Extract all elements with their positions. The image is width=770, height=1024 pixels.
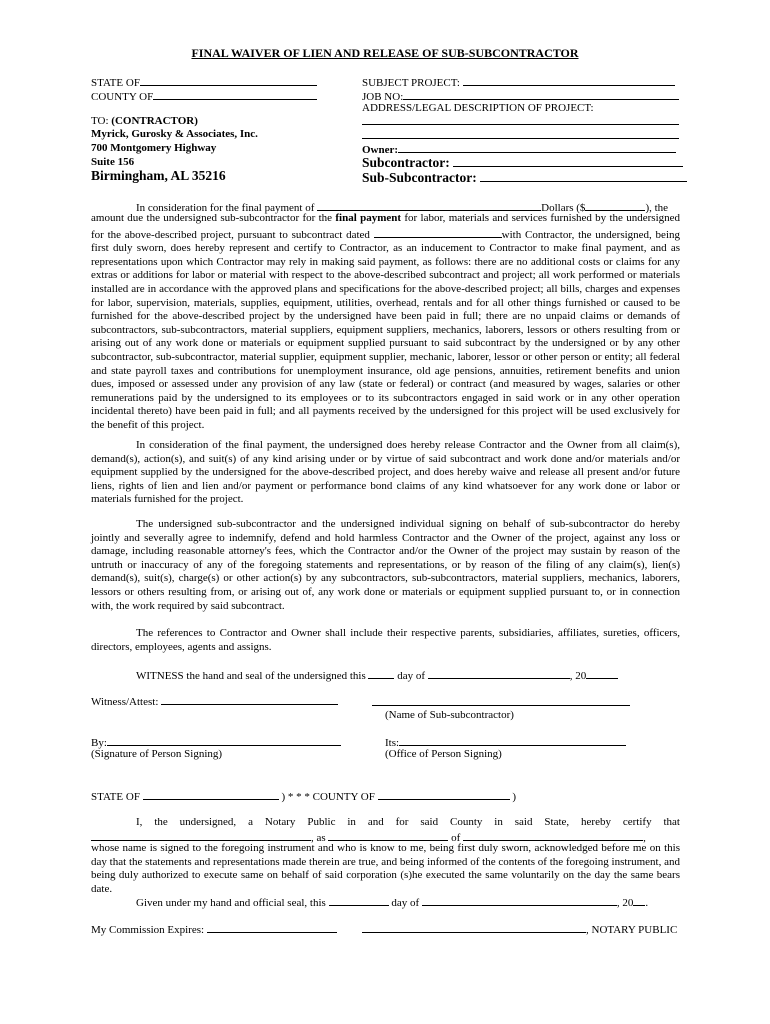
subcontractor-field[interactable] — [453, 154, 683, 167]
subject-project-field[interactable] — [463, 74, 675, 86]
witness-month-field[interactable] — [428, 667, 570, 679]
contractor-street: 700 Montgomery Highway — [91, 142, 217, 154]
commission-expires-field[interactable] — [207, 921, 337, 933]
final-payment-text: final payment — [335, 212, 402, 224]
sub-subcontractor-field[interactable] — [480, 169, 687, 182]
office-field[interactable] — [399, 734, 626, 746]
sub-subcontractor-row — [362, 169, 687, 186]
given-day-field[interactable] — [329, 894, 389, 906]
witness-attest-field[interactable] — [161, 693, 338, 705]
notary-close-paren: ) — [512, 791, 517, 803]
payment-amount-words-field[interactable] — [317, 199, 541, 211]
given-text-d: . — [645, 897, 649, 909]
witness-year-field[interactable] — [586, 667, 618, 679]
to-row — [91, 114, 198, 128]
paragraph-release: In consideration of the final payment, the undersigned does hereby release Contractor and the Owner from all claim(s), demand(s), action(s), and suit(s) of any kind arising under or by virtue of said subcontract and work done and/or materials and/or equipment supplied by the undersigned for the above-described project, and does hereby waive and release all present and/or future liens, rights of lien and lien and/or payment or performance bond claims of any kind whatsoever for any work done or labor or materials furnished for the project. — [91, 439, 680, 506]
dollars-label: Dollars ($ — [541, 202, 586, 214]
given-text-a: Given under my hand and official seal, this — [136, 897, 326, 909]
witness-attest-row — [91, 693, 338, 709]
paragraph-representations — [91, 212, 680, 433]
by-label: By: — [91, 737, 107, 749]
owner-field[interactable] — [398, 141, 676, 153]
subject-project-label: SUBJECT PROJECT: — [362, 77, 460, 89]
office-caption: (Office of Person Signing) — [385, 748, 502, 760]
p1-text-c: with Contractor, the undersigned, being first duly sworn, does hereby represent and certify to Contractor, as an inducement to Contractor to make final payment, and as representations upon which Contractor may rely in making said payment, as follows: there are no additional costs or claims for any extras or additions for labor or material with respect to the above-described subcontract and project; all work performed or materials installed are in accordance with the approved plans and specifications for the above-described project; all bills, charges and expenses for labor, supervision, materials, supplies, equipment, utilities, overhead, rentals and for all other things furnished or caused to be furnished for the above-described project by the undersigned have been paid in full; there are no unpaid claims or demands of subcontractors, sub-subcontractors, material suppliers, equipment suppliers, mechanics, laborers, lessors or others resulting from or arising out of any work done or materials or equipment supplied pursuant to said subcontract by the undersigned or by any other subcontractor, sub-subcontractor, material supplier, equipment supplier, mechanic, laborer, lessor or other person or entity; all federal and state payroll taxes and contributions for unemployment insurance, old age pensions, annuities, retirement benefits and union dues, imposed or assessed under any provision of any law (state or federal) or contract (and measured by wages, salaries or other remunerations paid by the undersigned to its employees or to its subcontractors engaged in said work or in any other operation incidental thereto) have been paid in full; and all payments received by the undersigned for this project will be used exclusively for the benefit of this project. — [91, 228, 681, 431]
given-year-field[interactable] — [633, 894, 645, 906]
notary-certify-line: I, the undersigned, a Notary Public in and for said County in said State, hereby certify that — [136, 816, 680, 828]
job-no-field[interactable] — [403, 88, 679, 100]
contractor-company: Myrick, Gurosky & Associates, Inc. — [91, 128, 258, 140]
notary-body: whose name is signed to the foregoing instrument and who is know to me, being first duly sworn, acknowledged before me on this day that the statements and representations made therein are true, and being informed of the contents of the foregoing instrument, and being duly authorized to execute same on behalf of said corporation (s)he executed the same voluntarily on the day the same bears date. — [91, 842, 680, 895]
paragraph-indemnify: The undersigned sub-subcontractor and the undersigned individual signing on behalf of sub-subcontractor do hereby jointly and severally agree to indemnify, defend and hold harmless Contractor and the Owner of the project, against any loss or damage, including reasonable attorney's fees, which the Contractor and/or the Owner of the project may sustain by reason of the untruth or inaccuracy of any of the foregoing statements and representations, or by reason of the filing of any claim(s), lien(s) demand(s), suit(s), charge(s) or other action(s) by any subcontractors, sub-subcontractors, material suppliers, mechanics, laborers, lessors or others resulting from, or arising out of, any work done or materials or equipment supplied pursuant to, or in connection with, the work required by said subcontract. — [91, 518, 680, 612]
county-of-field[interactable] — [153, 88, 317, 100]
notary-signer-title-field[interactable] — [328, 829, 448, 841]
state-of-field[interactable] — [140, 74, 317, 86]
notary-of-text: of — [451, 832, 461, 844]
p1-text-b: for labor, materials and services furnished by the undersigned for the above-described project, pursuant to subcontract dated — [91, 212, 681, 241]
county-of-label: COUNTY OF — [91, 91, 154, 103]
given-line — [136, 894, 648, 910]
witness-line — [136, 667, 618, 683]
county-of-row — [91, 88, 317, 104]
to-label: TO: — [91, 115, 109, 127]
notary-state-county-row — [91, 788, 516, 804]
given-text-c: , 20 — [616, 897, 634, 909]
owner-label: Owner: — [362, 144, 399, 156]
notary-signature-field[interactable] — [362, 921, 586, 933]
witness-text-a: WITNESS the hand and seal of the undersigned this — [136, 670, 366, 682]
paragraph-references: The references to Contractor and Owner shall include their respective parents, subsidiaries, affiliates, sureties, officers, directors, employees, agents and assigns. — [91, 627, 680, 653]
notary-public-label: , NOTARY PUBLIC — [586, 924, 678, 936]
notary-state-field[interactable] — [143, 788, 279, 800]
address-line-1[interactable] — [362, 124, 679, 125]
notary-county-field[interactable] — [378, 788, 510, 800]
job-no-label: JOB NO: — [362, 91, 404, 103]
address-label: ADDRESS/LEGAL DESCRIPTION OF PROJECT: — [362, 102, 594, 114]
sub-subcontractor-label: Sub-Subcontractor: — [362, 170, 477, 185]
given-text-b: day of — [391, 897, 420, 909]
given-month-field[interactable] — [422, 894, 617, 906]
state-of-label: STATE OF — [91, 77, 140, 89]
commission-label: My Commission Expires: — [91, 924, 205, 936]
name-caption: (Name of Sub-subcontractor) — [385, 709, 514, 721]
notary-signer-name-field[interactable] — [91, 829, 311, 841]
notary-state-label: STATE OF — [91, 791, 140, 803]
dollars-close: ), the — [645, 202, 669, 214]
its-label: Its: — [385, 737, 400, 749]
notary-public-row — [362, 921, 677, 937]
witness-text-c: , 20 — [569, 670, 587, 682]
notary-as-text: , as — [311, 832, 326, 844]
commission-row — [91, 921, 337, 937]
contractor-suite: Suite 156 — [91, 156, 135, 168]
witness-day-field[interactable] — [368, 667, 394, 679]
p1-text-a: amount due the undersigned sub-subcontractor for the — [91, 212, 333, 224]
sub-subcontractor-name-field[interactable] — [372, 705, 630, 706]
address-line-2[interactable] — [362, 138, 679, 139]
signature-caption: (Signature of Person Signing) — [91, 748, 223, 760]
notary-company-field[interactable] — [463, 829, 643, 841]
signature-field[interactable] — [107, 734, 341, 746]
notary-county-label: ) * * * COUNTY OF — [281, 791, 375, 803]
notary-comma: , — [643, 832, 646, 844]
contractor-city: Birmingham, AL 35216 — [91, 168, 226, 183]
document-title: FINAL WAIVER OF LIEN AND RELEASE OF SUB-SUBCONTRACTOR — [191, 46, 579, 60]
subcontract-date-field[interactable] — [374, 226, 502, 238]
witness-attest-label: Witness/Attest: — [91, 696, 159, 708]
payment-intro: In consideration for the final payment of — [136, 202, 315, 214]
subcontractor-label: Subcontractor: — [362, 155, 450, 170]
payment-amount-field[interactable] — [585, 199, 645, 211]
contractor-label: (CONTRACTOR) — [111, 115, 198, 127]
witness-text-b: day of — [397, 670, 426, 682]
